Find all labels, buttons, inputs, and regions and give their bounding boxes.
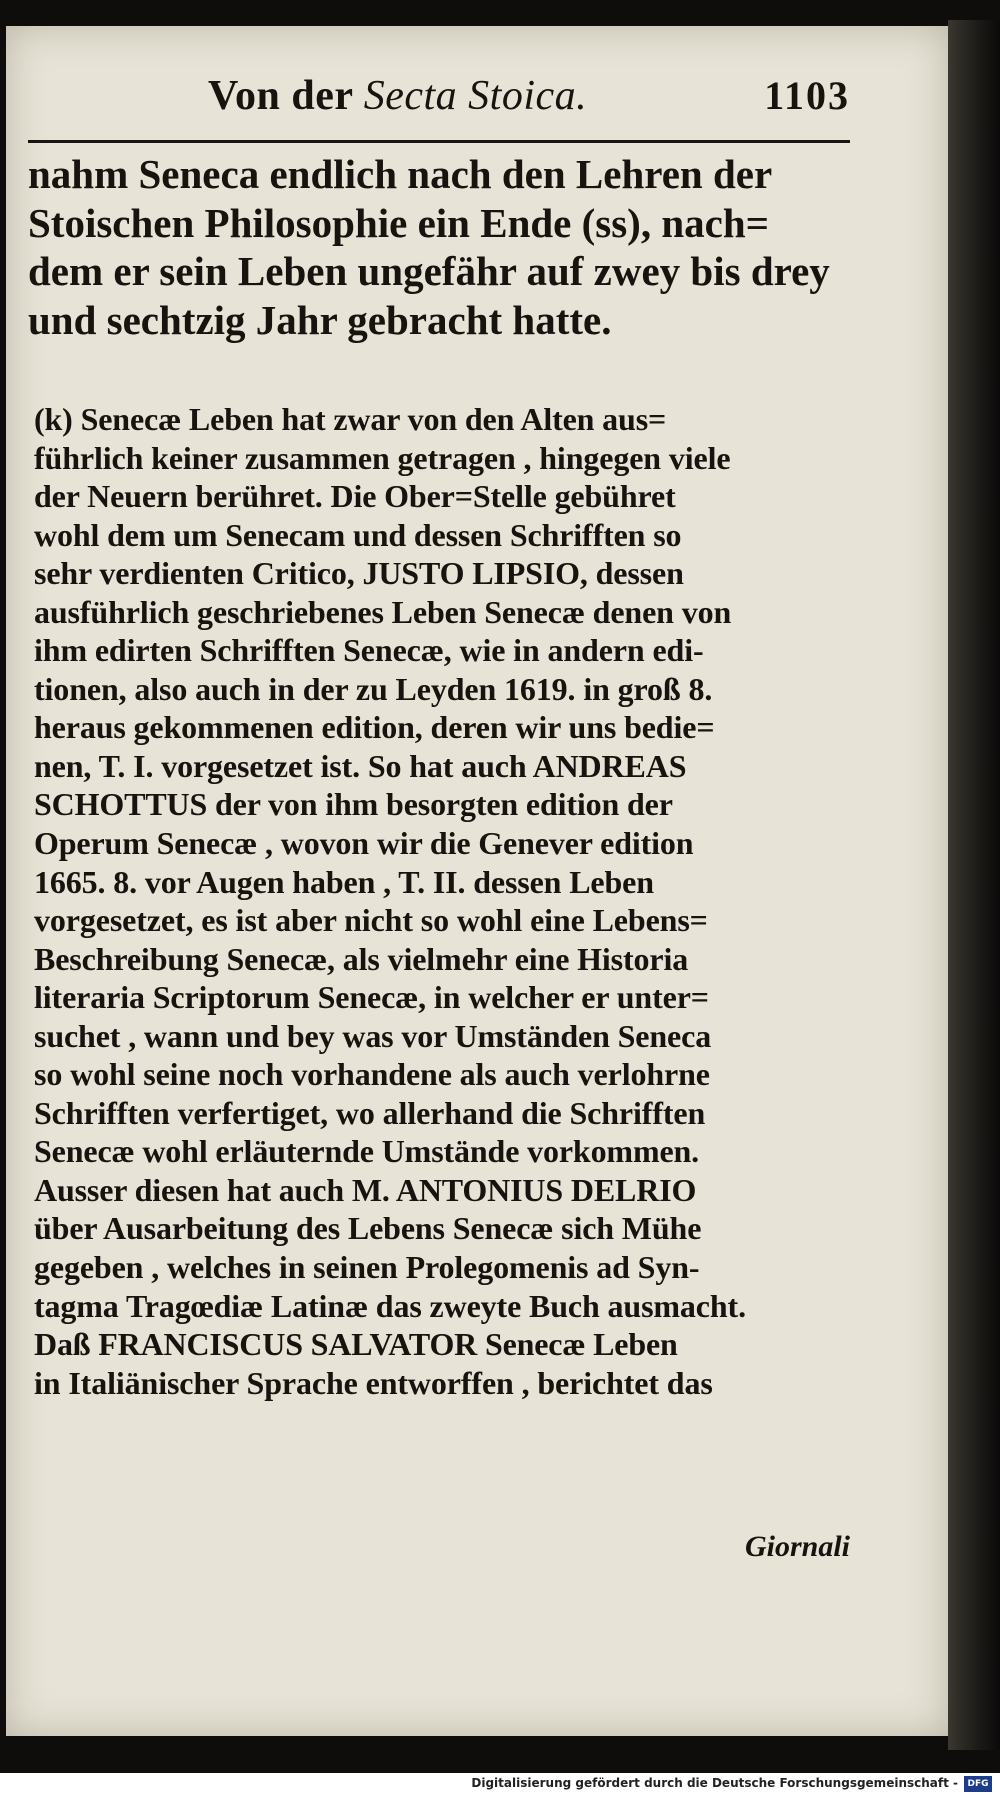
header-rule bbox=[28, 140, 850, 143]
running-head bbox=[208, 72, 587, 120]
footnote-line: 1665. 8. vor Augen haben , T. II. dessen Leben bbox=[34, 863, 654, 900]
footnote-block bbox=[34, 400, 856, 1402]
footnote-line: heraus gekommenen edition, deren wir uns bedie= bbox=[34, 709, 715, 746]
footnote-line: über Ausarbeitung des Lebens Senecæ sich Mühe bbox=[34, 1210, 702, 1247]
footnote-line: Operum Senecæ , wovon wir die Genever edition bbox=[34, 825, 694, 862]
footnote-line: so wohl seine noch vorhandene als auch verlohrne bbox=[34, 1056, 710, 1093]
footnote-line: Beschreibung Senecæ, als vielmehr eine Historia bbox=[34, 940, 689, 977]
page-number: 1103 bbox=[764, 73, 850, 118]
footnote-line: Daß FRANCISCUS SALVATOR Senecæ Leben bbox=[34, 1326, 678, 1363]
main-text-line: nahm Seneca endlich nach den Lehren der bbox=[28, 151, 773, 197]
footnote-line: führlich keiner zusammen getragen , hingegen viele bbox=[34, 439, 731, 476]
footnote-line: in Italiänischer Sprache entworffen , berichtet das bbox=[34, 1364, 713, 1401]
footnote-line: gegeben , welches in seinen Prolegomenis ad Syn- bbox=[34, 1249, 700, 1286]
footnote-line: ihm edirten Schrifften Senecæ, wie in andern edi- bbox=[34, 632, 704, 669]
footer-bar bbox=[0, 1773, 1000, 1795]
footnote-line: SCHOTTUS der von ihm besorgten edition der bbox=[34, 786, 673, 823]
main-text-line: und sechtzig Jahr gebracht hatte. bbox=[28, 296, 612, 343]
footnote-line: sehr verdienten Critico, JUSTO LIPSIO, dessen bbox=[34, 555, 684, 592]
catchword: Giornali bbox=[744, 1530, 850, 1563]
footnote-line: vorgesetzet, es ist aber nicht so wohl eine Lebens= bbox=[34, 902, 708, 939]
main-text-block bbox=[28, 150, 850, 344]
main-text-line: Stoischen Philosophie ein Ende (ss), nach= bbox=[28, 199, 770, 246]
footnote-line: literaria Scriptorum Senecæ, in welcher er unter= bbox=[34, 979, 709, 1016]
running-head-italic: Secta Stoica. bbox=[363, 73, 588, 119]
footnote-line: tionen, also auch in der zu Leyden 1619. in groß 8. bbox=[34, 670, 713, 707]
dfg-credit: Digitalisierung gefördert durch die Deutsche Forschungsgemeinschaft - bbox=[471, 1776, 958, 1790]
running-head-plain: Von der bbox=[208, 73, 364, 119]
footnote-line: der Neuern berühret. Die Ober=Stelle gebühret bbox=[34, 478, 676, 515]
book-edge bbox=[948, 20, 1000, 1750]
footnote-line: Schrifften verfertiget, wo allerhand die Schrifften bbox=[34, 1094, 706, 1131]
footnote-line: tagma Tragœdiæ Latinæ das zweyte Buch ausmacht. bbox=[34, 1287, 746, 1324]
footnote-line: ausführlich geschriebenes Leben Senecæ denen von bbox=[34, 593, 732, 630]
footnote-line: (k) Senecæ Leben hat zwar von den Alten aus= bbox=[34, 401, 667, 437]
footnote-line: suchet , wann und bey was vor Umständen Seneca bbox=[34, 1017, 712, 1054]
main-text-line: dem er sein Leben ungefähr auf zwey bis drey bbox=[28, 248, 830, 294]
dfg-logo: DFG bbox=[964, 1776, 992, 1792]
footnote-line: nen, T. I. vorgesetzet ist. So hat auch ANDREAS bbox=[34, 747, 687, 784]
footnote-line: Ausser diesen hat auch M. ANTONIUS DELRIO bbox=[34, 1171, 697, 1208]
page-header bbox=[28, 72, 850, 132]
footnote-line: Senecæ wohl erläuternde Umstände vorkommen. bbox=[34, 1133, 700, 1170]
footnote-line: wohl dem um Senecam und dessen Schrifften so bbox=[34, 516, 682, 553]
